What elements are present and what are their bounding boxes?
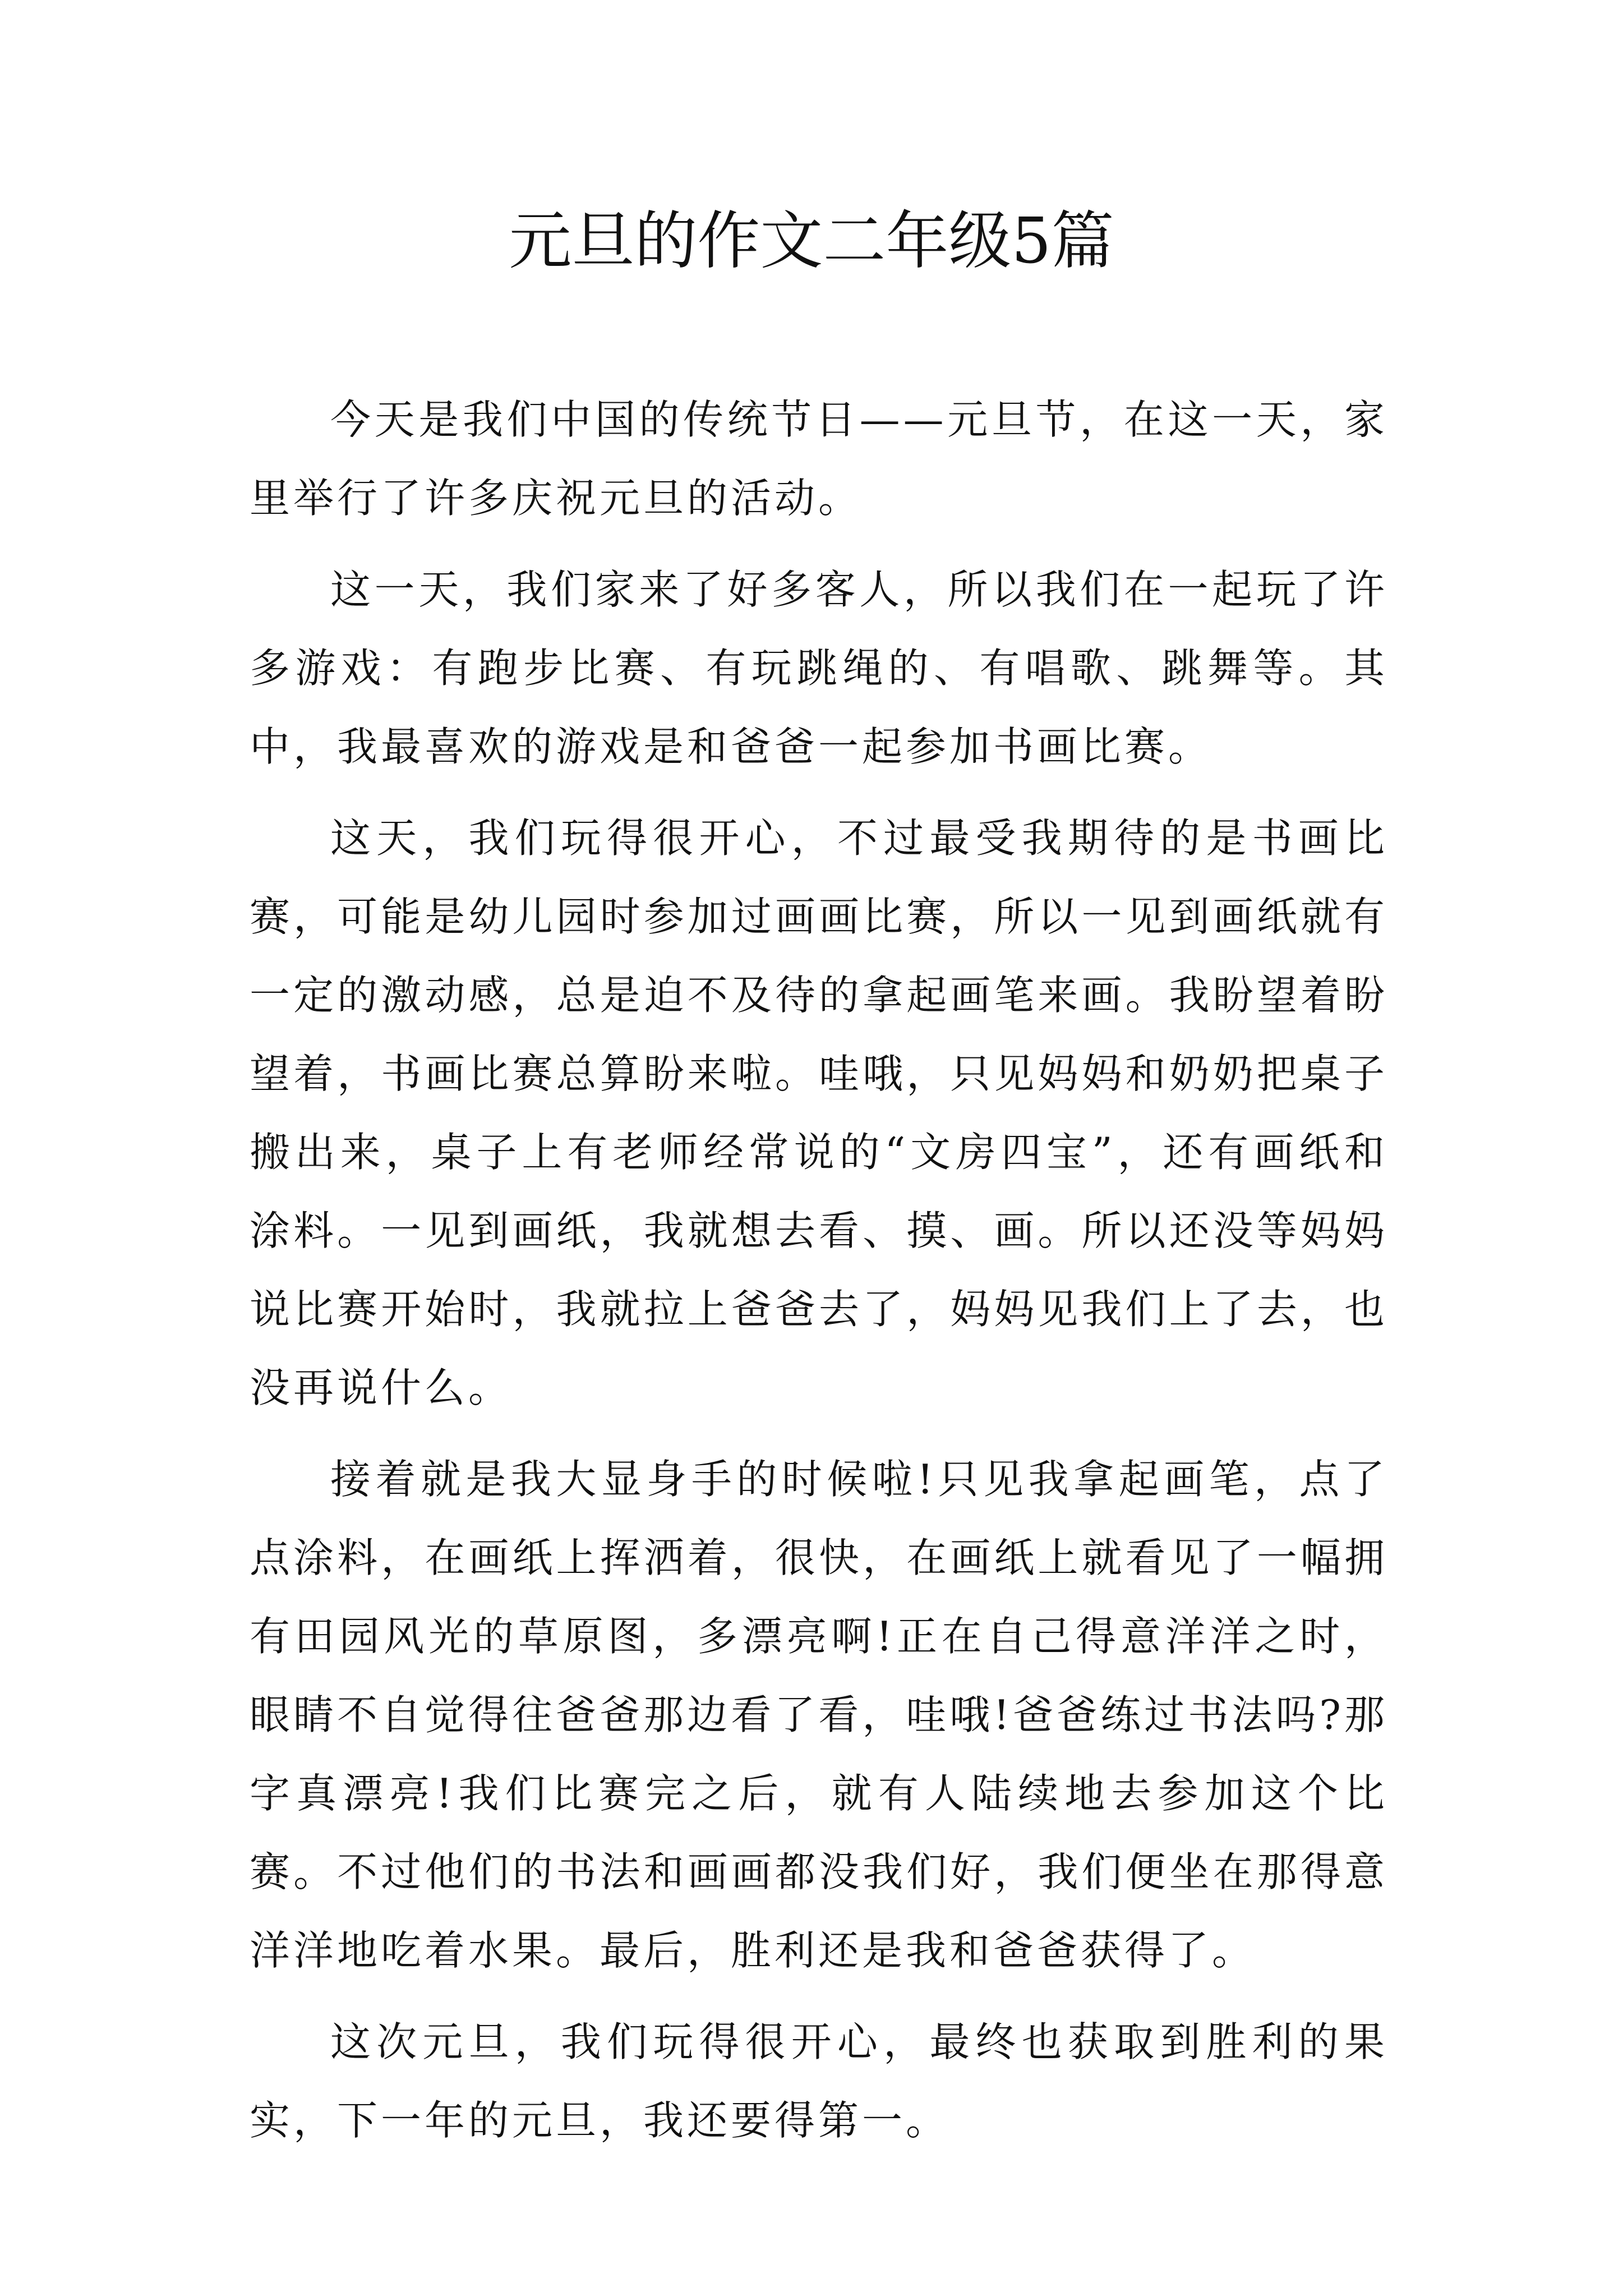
document-title: 元旦的作文二年级5篇 (509, 205, 1114, 278)
paragraph: 这天，我们玩得很开心，不过最受我期待的是书画比赛，可能是幼儿园时参加过画画比赛，所以一见到画纸就有一定的激动感，总是迫不及待的拿起画笔来画。我盼望着盼望着，书画比赛总算盼来啦。哇哦，只见妈妈和奶奶把桌子搬出来，桌子上有老师经常说的“文房四宝”，还有画纸和涂料。一见到画纸，我就想去看、摸、画。所以还没等妈妈说比赛开始时，我就拉上爸爸去了，妈妈见我们上了去，也没再说什么。 (250, 815, 1388, 1411)
paragraph: 今天是我们中国的传统节日——元旦节，在这一天，家里举行了许多庆祝元旦的活动。 (250, 396, 1388, 522)
paragraph: 接着就是我大显身手的时候啦!只见我拿起画笔，点了点涂料，在画纸上挥洒着，很快，在画纸上就看见了一幅拥有田园风光的草原图，多漂亮啊!正在自己得意洋洋之时，眼睛不自觉得往爸爸那边看了看，哇哦!爸爸练过书法吗?那字真漂亮!我们比赛完之后，就有人陆续地去参加这个比赛。不过他们的书法和画画都没我们好，我们便坐在那得意洋洋地吃着水果。最后，胜利还是我和爸爸获得了。 (250, 1456, 1388, 1974)
document-body (250, 380, 1388, 2173)
paragraph: 这次元旦，我们玩得很开心，最终也获取到胜利的果实，下一年的元旦，我还要得第一。 (250, 2018, 1388, 2144)
paragraph: 这一天，我们家来了好多客人，所以我们在一起玩了许多游戏：有跑步比赛、有玩跳绳的、有唱歌、跳舞等。其中，我最喜欢的游戏是和爸爸一起参加书画比赛。 (250, 566, 1388, 770)
